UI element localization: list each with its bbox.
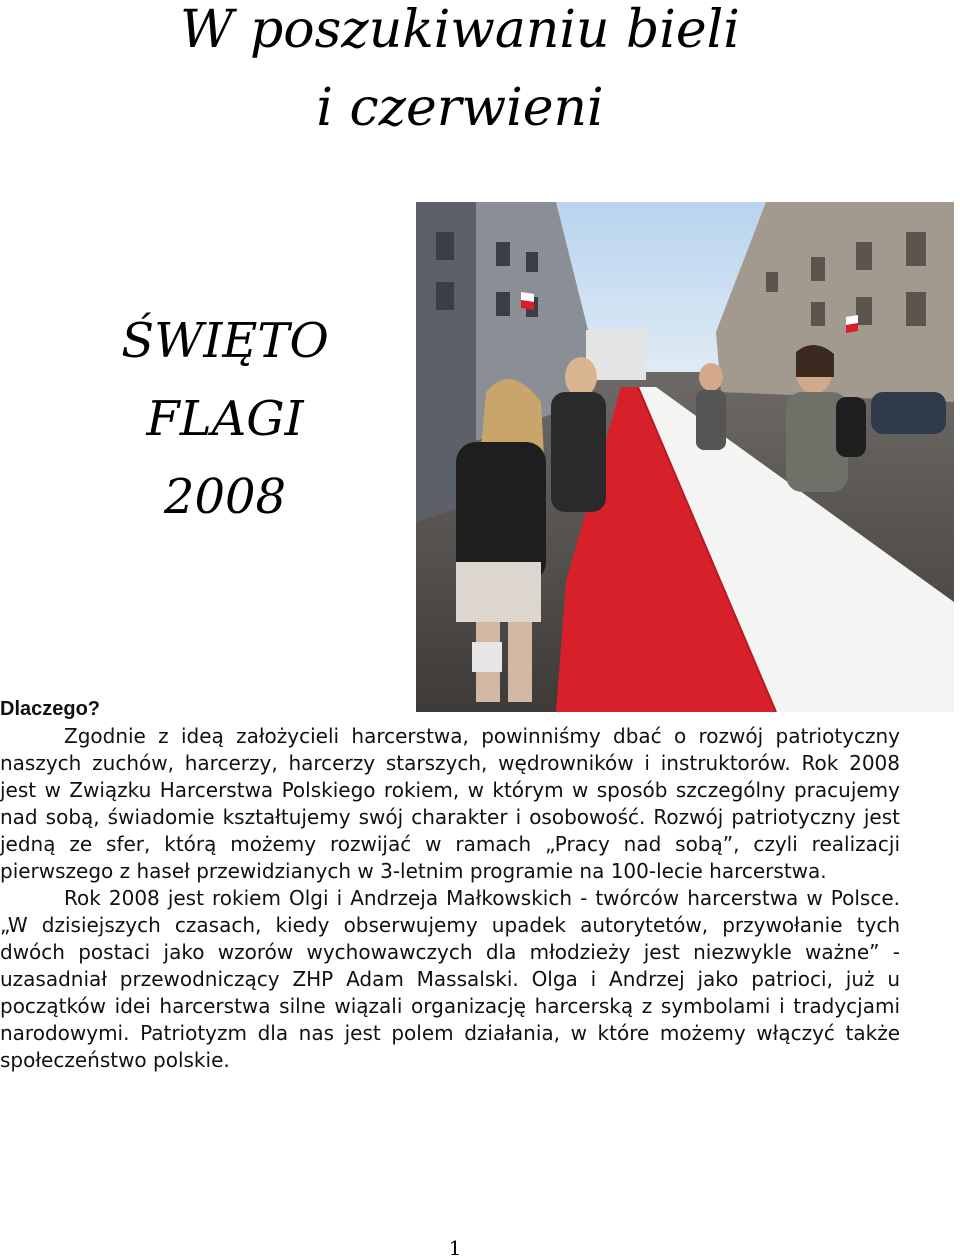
flag-parade-illustration [416,202,954,712]
event-title-line-1: ŚWIĘTO [121,313,329,369]
article-heading: Dlaczego? [0,698,101,720]
article-paragraph-2: Rok 2008 jest rokiem Olgi i Andrzeja Małkowskich - twórców harcerstwa w Polsce. „W dzisiejszych czasach, kiedy obserwujemy upadek autorytetów, przywołanie tych dwóch postaci jako wzorów wychowawczych dla młodzieży jest niezwykle ważne” - uzasadniał przewodniczący ZHP Adam Massalski. Olga i Andrzej jako patrioci, już u początków idei harcerstwa silne wiązali organizację harcerską z symbolami i tradycjami narodowymi. Patriotyzm dla nas jest polem działania, w które możemy włączyć także społeczeństwo polskie. [0,886,900,1072]
event-title-line-2: FLAGI [146,391,304,447]
event-title-line-3: 2008 [163,469,287,525]
document-title-line-1: W poszukiwaniu bieli [180,0,740,60]
flag-parade-photo [416,202,954,712]
article-body [0,696,900,1074]
page-number: 1 [448,1236,462,1260]
document-title-line-2: i czerwieni [316,78,604,138]
article-paragraph-1: Zgodnie z ideą założycieli harcerstwa, powinniśmy dbać o rozwój patriotyczny naszych zuchów, harcerzy, harcerzy starszych, wędrowników i instruktorów. Rok 2008 jest w Związku Harcerstwa Polskiego rokiem, w którym w sposób szczególny pracujemy nad sobą, świadomie kształtujemy swój charakter i osobowość. Rozwój patriotyczny jest jedną ze sfer, którą możemy rozwijać w ramach „Pracy nad sobą”, czyli realizacji pierwszego z haseł przewidzianych w 3-letnim programie na 100-lecie harcerstwa. [0,724,900,883]
